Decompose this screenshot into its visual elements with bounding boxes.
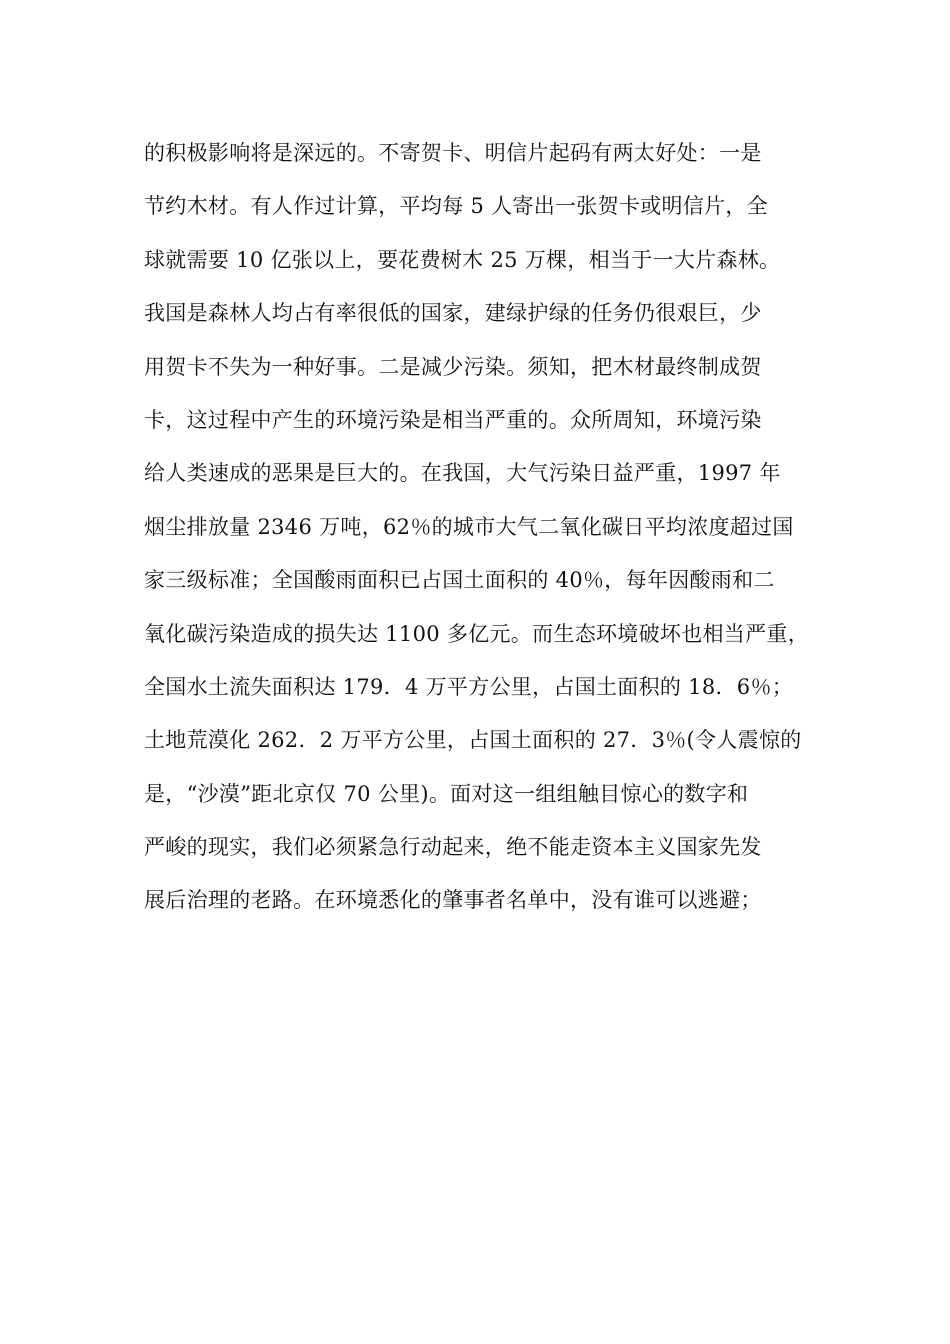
text-line-7: 给人类速成的恶果是巨大的。在我国，大气污染日益严重，1997 年: [144, 461, 781, 486]
text-line-3: 球就需要 10 亿张以上，要花费树木 25 万棵，相当于一大片森林。: [144, 247, 781, 272]
text-line-4: 我国是森林人均占有率很低的国家，建绿护绿的任务仍很艰巨，少: [144, 301, 762, 326]
body-text: [144, 130, 824, 931]
text-line-11: 全国水土流失面积达 179．4 万平方公里，占国土面积的 18．6％；: [144, 674, 794, 699]
text-line-9: 家三级标准；全国酸雨面积已占国土面积的 40％，每年因酸雨和二: [144, 568, 775, 593]
text-line-8: 烟尘排放量 2346 万吨，62％的城市大气二氧化碳日平均浓度超过国: [144, 514, 794, 539]
text-line-13: 是，“沙漠”距北京仅 70 公里)。面对这一组组触目惊心的数字和: [144, 781, 749, 806]
text-line-2: 节约木材。有人作过计算，平均每 5 人寄出一张贺卡或明信片，全: [144, 194, 769, 219]
text-line-15: 展后治理的老路。在环境悉化的肇事者名单中，没有谁可以逃避；: [144, 888, 762, 913]
text-line-12: 土地荒漠化 262．2 万平方公里，占国土面积的 27．3％(令人震惊的: [144, 728, 802, 753]
text-line-14: 严峻的现实，我们必须紧急行动起来，绝不能走资本主义国家先发: [144, 835, 762, 860]
text-line-5: 用贺卡不失为一种好事。二是减少污染。须知，把木材最终制成贺: [144, 354, 762, 379]
text-line-6: 卡，这过程中产生的环境污染是相当严重的。众所周知，环境污染: [144, 407, 762, 432]
text-line-10: 氧化碳污染造成的损失达 1100 多亿元。而生态环境破坏也相当严重，: [144, 621, 809, 646]
text-line-1: 的积极影响将是深远的。不寄贺卡、明信片起码有两太好处：一是: [144, 141, 762, 165]
